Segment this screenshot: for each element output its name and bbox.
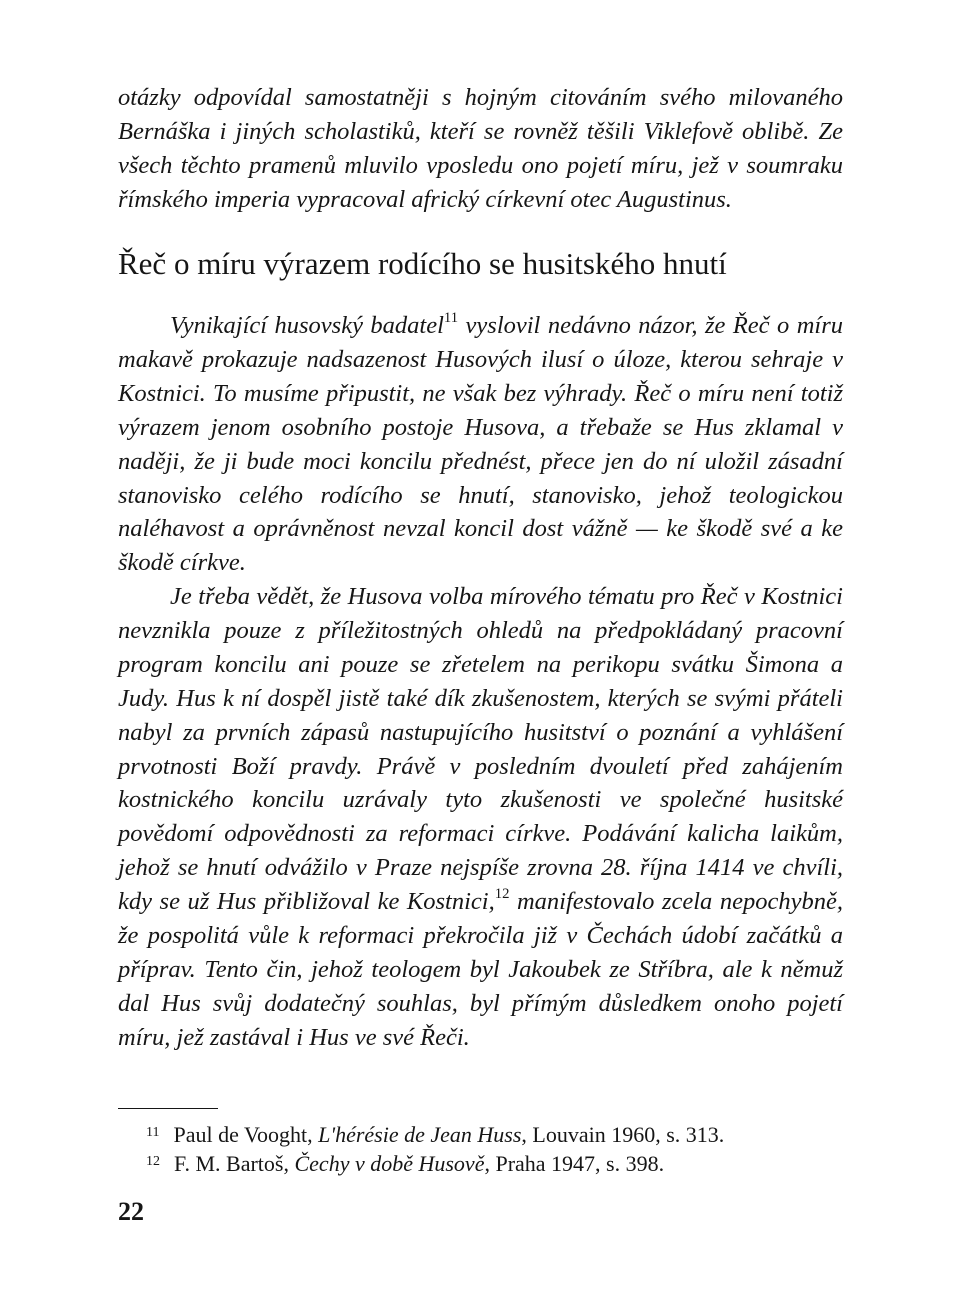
paragraph-2-text-start: Je třeba vědět, že Husova volba mírového tématu pro Řeč v Kostnici nevznikla pouze z příležitostných ohledů na předpokládaný pracovní program koncilu ani pouze se zřetelem na perikopu svátku Šimona a Judy. Hus k ní dospěl jistě také dík zkušenostem, kterých se svými přáteli nabyl za prvních zápasů nastupujícího husitství o poznání a vyhlášení prvotnosti Boží pravdy. Právě v posledním dvouletí před zahájením kostnického koncilu uzrávaly tyto zkušenosti ve společné husitské povědomí odpovědnosti za reformaci církve. Podávání kalicha laikům, jehož se hnutí odvážilo v Praze nejspíše zrovna 28. října 1414 ve chvíli, kdy se už Hus přibližoval ke Kostnici,	[118, 583, 843, 916]
paragraph-1	[118, 309, 843, 580]
paragraph-2-text-end: manifestovalo zcela nepochybně, že pospolitá vůle k reformaci překročila již v Čechách údobí začátků a příprav. Tento čin, jehož teologem byl Jakoubek ze Stříbra, ale k němuž dal Hus svůj dodatečný souhlas, byl přímým důsledkem onoho pojetí míru, jež zastával i Hus ve své Řeči.	[118, 888, 843, 1051]
footnote-title: Čechy v době Husově	[294, 1151, 485, 1176]
footnote-publication: , Louvain 1960, s. 313.	[521, 1122, 725, 1147]
footnote-ref-12[interactable]: 12	[494, 885, 510, 902]
footnote-11	[146, 1119, 724, 1149]
footnote-publication: , Praha 1947, s. 398.	[484, 1151, 665, 1176]
footnote-divider	[118, 1108, 218, 1109]
footnote-author: Paul de Vooght,	[173, 1122, 319, 1147]
paragraph-1-text-end: vyslovil nedávno názor, že Řeč o míru makavě prokazuje nadsazenost Husových ilusí o úloze, kterou sehraje v Kostnici. To musíme připustit, ne však bez výhrady. Řeč o míru není totiž výrazem jenom osobního postoje Husova, a třebaže se Hus zklamal v naději, že ji bude moci koncilu přednést, přece jen do ní uložil zásadní stanovisko celého rodícího se hnutí, stanovisko, jehož teologickou naléhavost a oprávněnost nevzal koncil dost vážně — ke škodě své a ke škodě církve.	[118, 312, 843, 577]
footnote-number: 12	[146, 1154, 160, 1169]
footnote-number: 11	[146, 1125, 160, 1140]
footnote-author: F. M. Bartoš,	[174, 1151, 295, 1176]
page-number: 22	[118, 1197, 144, 1226]
paragraph-2	[118, 580, 843, 1055]
footnote-12	[146, 1148, 664, 1178]
section-heading: Řeč o míru výrazem rodícího se husitského hnutí	[118, 246, 727, 281]
footnote-title: L'hérésie de Jean Huss	[318, 1122, 522, 1147]
intro-paragraph: otázky odpovídal samostatněji s hojným citováním svého milovaného Bernáška i jiných scholastiků, kteří se rovněž těšili Viklefově oblibě. Ze všech těchto pramenů mluvilo vposledu ono pojetí míru, jež v soumraku římského imperia vypracoval africký církevní otec Augustinus.	[118, 84, 843, 213]
paragraph-1-text-start: Vynikající husovský badatel	[170, 312, 444, 339]
footnote-ref-11[interactable]: 11	[443, 309, 459, 326]
